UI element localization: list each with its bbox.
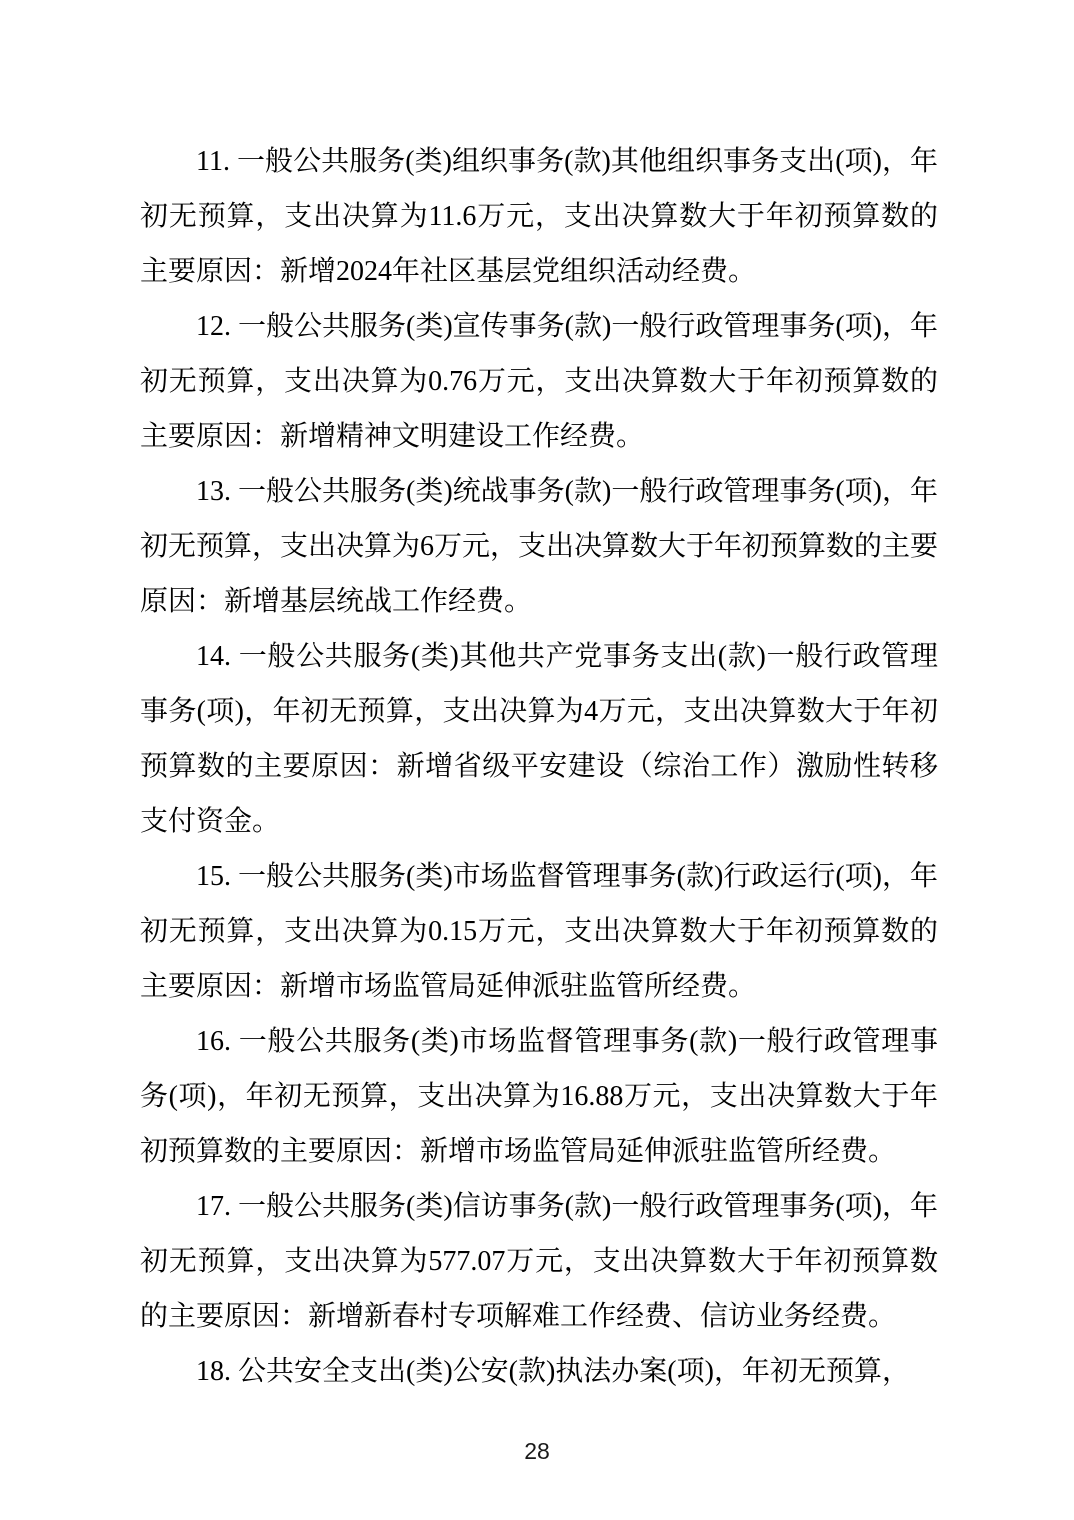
paragraph-12: 12. 一般公共服务(类)宣传事务(款)一般行政管理事务(项)，年初无预算，支出决算为0.76万元，支出决算数大于年初预算数的主要原因：新增精神文明建设工作经费。 bbox=[140, 311, 938, 452]
paragraph-14: 14. 一般公共服务(类)其他共产党事务支出(款)一般行政管理事务(项)，年初无预算，支出决算为4万元，支出决算数大于年初预算数的主要原因：新增省级平安建设（综治工作）激励性转移支付资金。 bbox=[140, 641, 938, 837]
paragraph-11: 11. 一般公共服务(类)组织事务(款)其他组织事务支出(项)，年初无预算，支出决算为11.6万元，支出决算数大于年初预算数的主要原因：新增2024年社区基层党组织活动经费。 bbox=[140, 146, 938, 287]
paragraph-15: 15. 一般公共服务(类)市场监督管理事务(款)行政运行(项)，年初无预算，支出决算为0.15万元，支出决算数大于年初预算数的主要原因：新增市场监管局延伸派驻监管所经费。 bbox=[140, 861, 938, 1002]
page-number: 28 bbox=[524, 1438, 550, 1464]
paragraph-17: 17. 一般公共服务(类)信访事务(款)一般行政管理事务(项)，年初无预算，支出决算为577.07万元，支出决算数大于年初预算数的主要原因：新增新春村专项解难工作经费、信访业务经费。 bbox=[140, 1191, 938, 1332]
paragraph-13: 13. 一般公共服务(类)统战事务(款)一般行政管理事务(项)，年初无预算，支出决算为6万元，支出决算数大于年初预算数的主要原因：新增基层统战工作经费。 bbox=[140, 476, 939, 617]
paragraph-16: 16. 一般公共服务(类)市场监督管理事务(款)一般行政管理事务(项)，年初无预算，支出决算为16.88万元，支出决算数大于年初预算数的主要原因：新增市场监管局延伸派驻监管所经费。 bbox=[140, 1026, 938, 1167]
paragraph-18: 18. 公共安全支出(类)公安(款)执法办案(项)，年初无预算， bbox=[196, 1356, 910, 1387]
document-body bbox=[140, 134, 938, 1399]
